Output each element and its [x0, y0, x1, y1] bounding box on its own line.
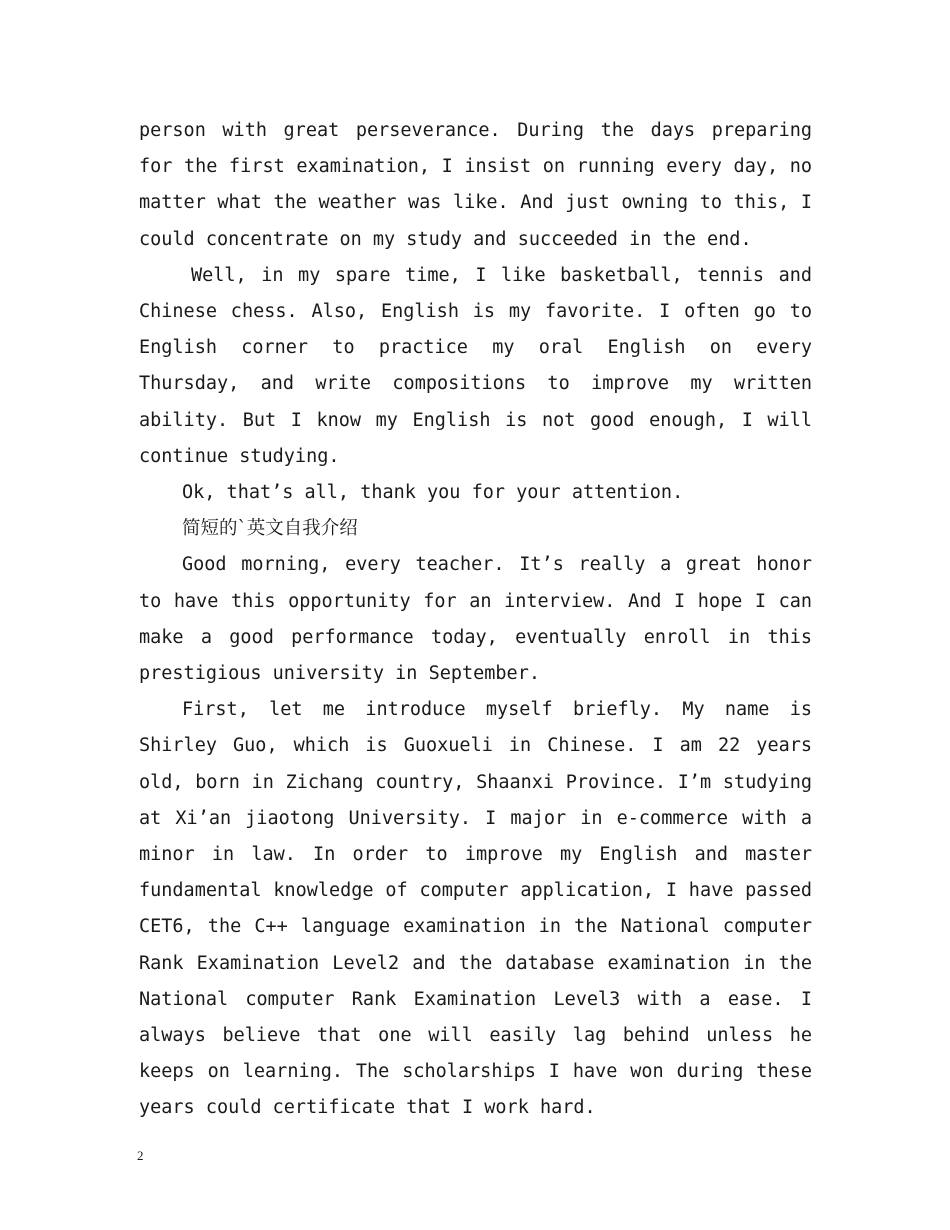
- paragraph-greeting: Good morning, every teacher. It’s really a great honor to have this opportunity for an interview. And I hope I can make a good performance today, eventually enroll in this prestigious university in September.: [139, 554, 812, 685]
- paragraph-perseverance: person with great perseverance. During the days preparing for the first examination, I insist on running every day, no matter what the weather was like. And just owning to this, I could concentrate on my study and succeeded in the end.: [139, 120, 812, 250]
- paragraph-closing: Ok, that’s all, thank you for your attention.: [182, 482, 684, 504]
- document-body: [139, 113, 812, 1127]
- paragraph-hobbies: Well, in my spare time, I like basketball, tennis and Chinese chess. Also, English is my favorite. I often go to English corner to practice my oral English on every Thursday, and write compositions to improve my written ability. But I know my English is not good enough, I will continue studying.: [139, 264, 812, 467]
- section-heading: 简短的`英文自我介绍: [182, 518, 358, 540]
- paragraph-introduction: First, let me introduce myself briefly. My name is Shirley Guo, which is Guoxueli in Chinese. I am 22 years old, born in Zichang country, Shaanxi Province. I’m studying at Xi’an jiaotong University. I major in e-commerce with a minor in law. In order to improve my English and master fundamental knowledge of computer application, I have passed CET6, the C++ language examination in the National computer Rank Examination Level2 and the database examination in the National computer Rank Examination Level3 with a ease. I always believe that one will easily lag behind unless he keeps on learning. The scholarships I have won during these years could certificate that I work hard.: [139, 699, 812, 1119]
- page-number: 2: [137, 1148, 144, 1163]
